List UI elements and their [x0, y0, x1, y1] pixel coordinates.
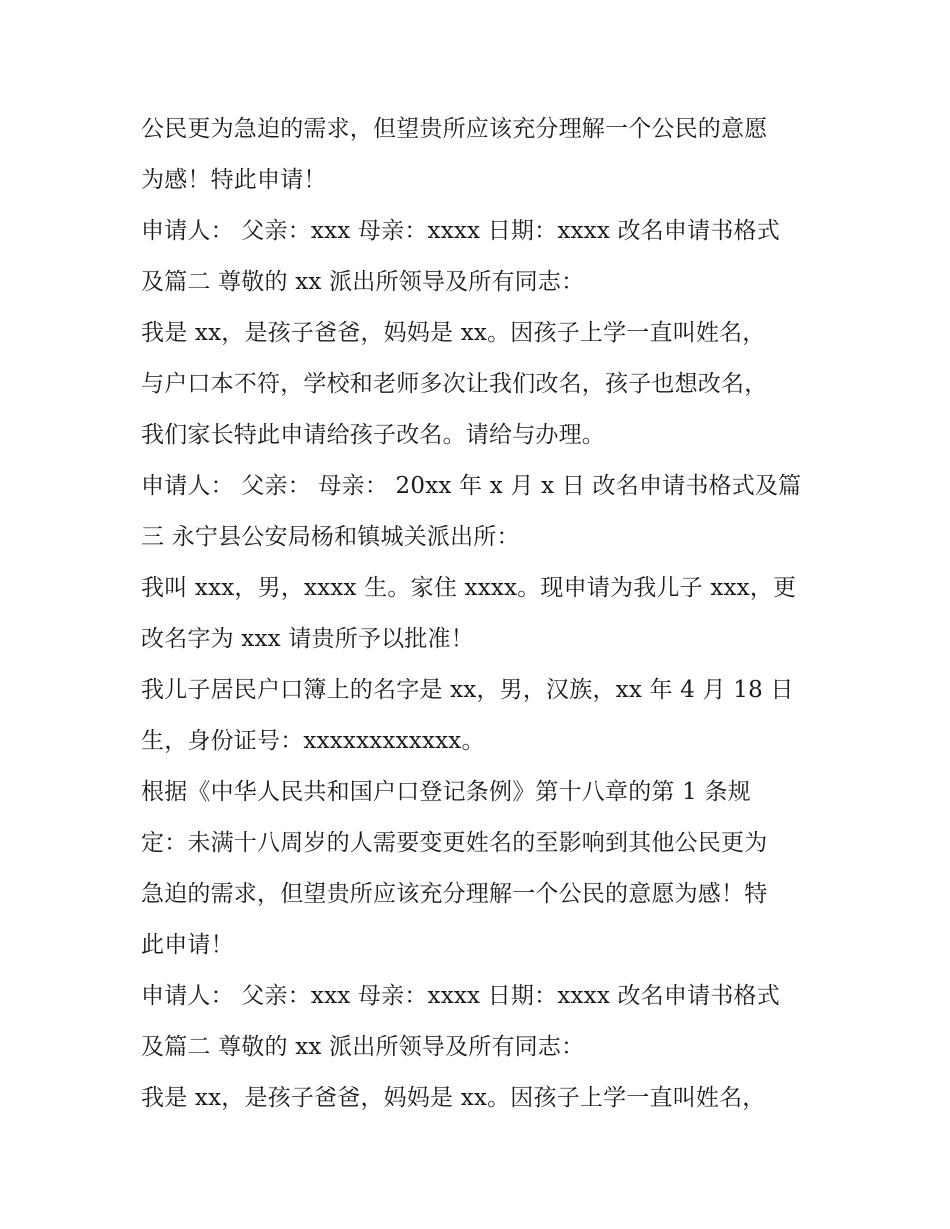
text-line: 根据《中华人民共和国户口登记条例》第十八章的第 1 条规 — [141, 779, 751, 805]
text-line: 急迫的需求，但望贵所应该充分理解一个公民的意愿为感！特 — [141, 881, 768, 907]
text-line: 为感！特此申请！ — [141, 167, 327, 193]
text-line: 申请人： 父亲： 母亲： 20xx 年 x 月 x 日 改名申请书格式及篇 — [141, 473, 802, 499]
text-line: 及篇二 尊敬的 xx 派出所领导及所有同志： — [141, 1034, 585, 1060]
text-line: 改名字为 xxx 请贵所予以批准！ — [141, 626, 474, 652]
text-line: 我叫 xxx，男，xxxx 生。家住 xxxx。现申请为我儿子 xxx，更 — [141, 575, 797, 601]
text-line: 公民更为急迫的需求，但望贵所应该充分理解一个公民的意愿 — [141, 116, 768, 142]
text-line: 申请人： 父亲：xxx 母亲：xxxx 日期：xxxx 改名申请书格式 — [141, 218, 780, 244]
text-line: 我是 xx，是孩子爸爸，妈妈是 xx。因孩子上学一直叫姓名， — [141, 320, 766, 346]
text-line: 生，身份证号：xxxxxxxxxxxx。 — [141, 728, 485, 754]
text-line: 三 永宁县公安局杨和镇城关派出所： — [141, 524, 520, 550]
text-line: 我是 xx，是孩子爸爸，妈妈是 xx。因孩子上学一直叫姓名， — [141, 1085, 766, 1111]
text-line: 及篇二 尊敬的 xx 派出所领导及所有同志： — [141, 269, 585, 295]
text-line: 我儿子居民户口簿上的名字是 xx，男，汉族，xx 年 4 月 18 日 — [141, 677, 794, 703]
text-line: 定：未满十八周岁的人需要变更姓名的至影响到其他公民更为 — [141, 830, 768, 856]
document-body — [141, 104, 831, 1124]
text-line: 此申请！ — [141, 932, 234, 958]
text-line: 与户口本不符，学校和老师多次让我们改名，孩子也想改名， — [141, 371, 768, 397]
text-line: 我们家长特此申请给孩子改名。请给与办理。 — [141, 422, 605, 448]
text-line: 申请人： 父亲：xxx 母亲：xxxx 日期：xxxx 改名申请书格式 — [141, 983, 780, 1009]
